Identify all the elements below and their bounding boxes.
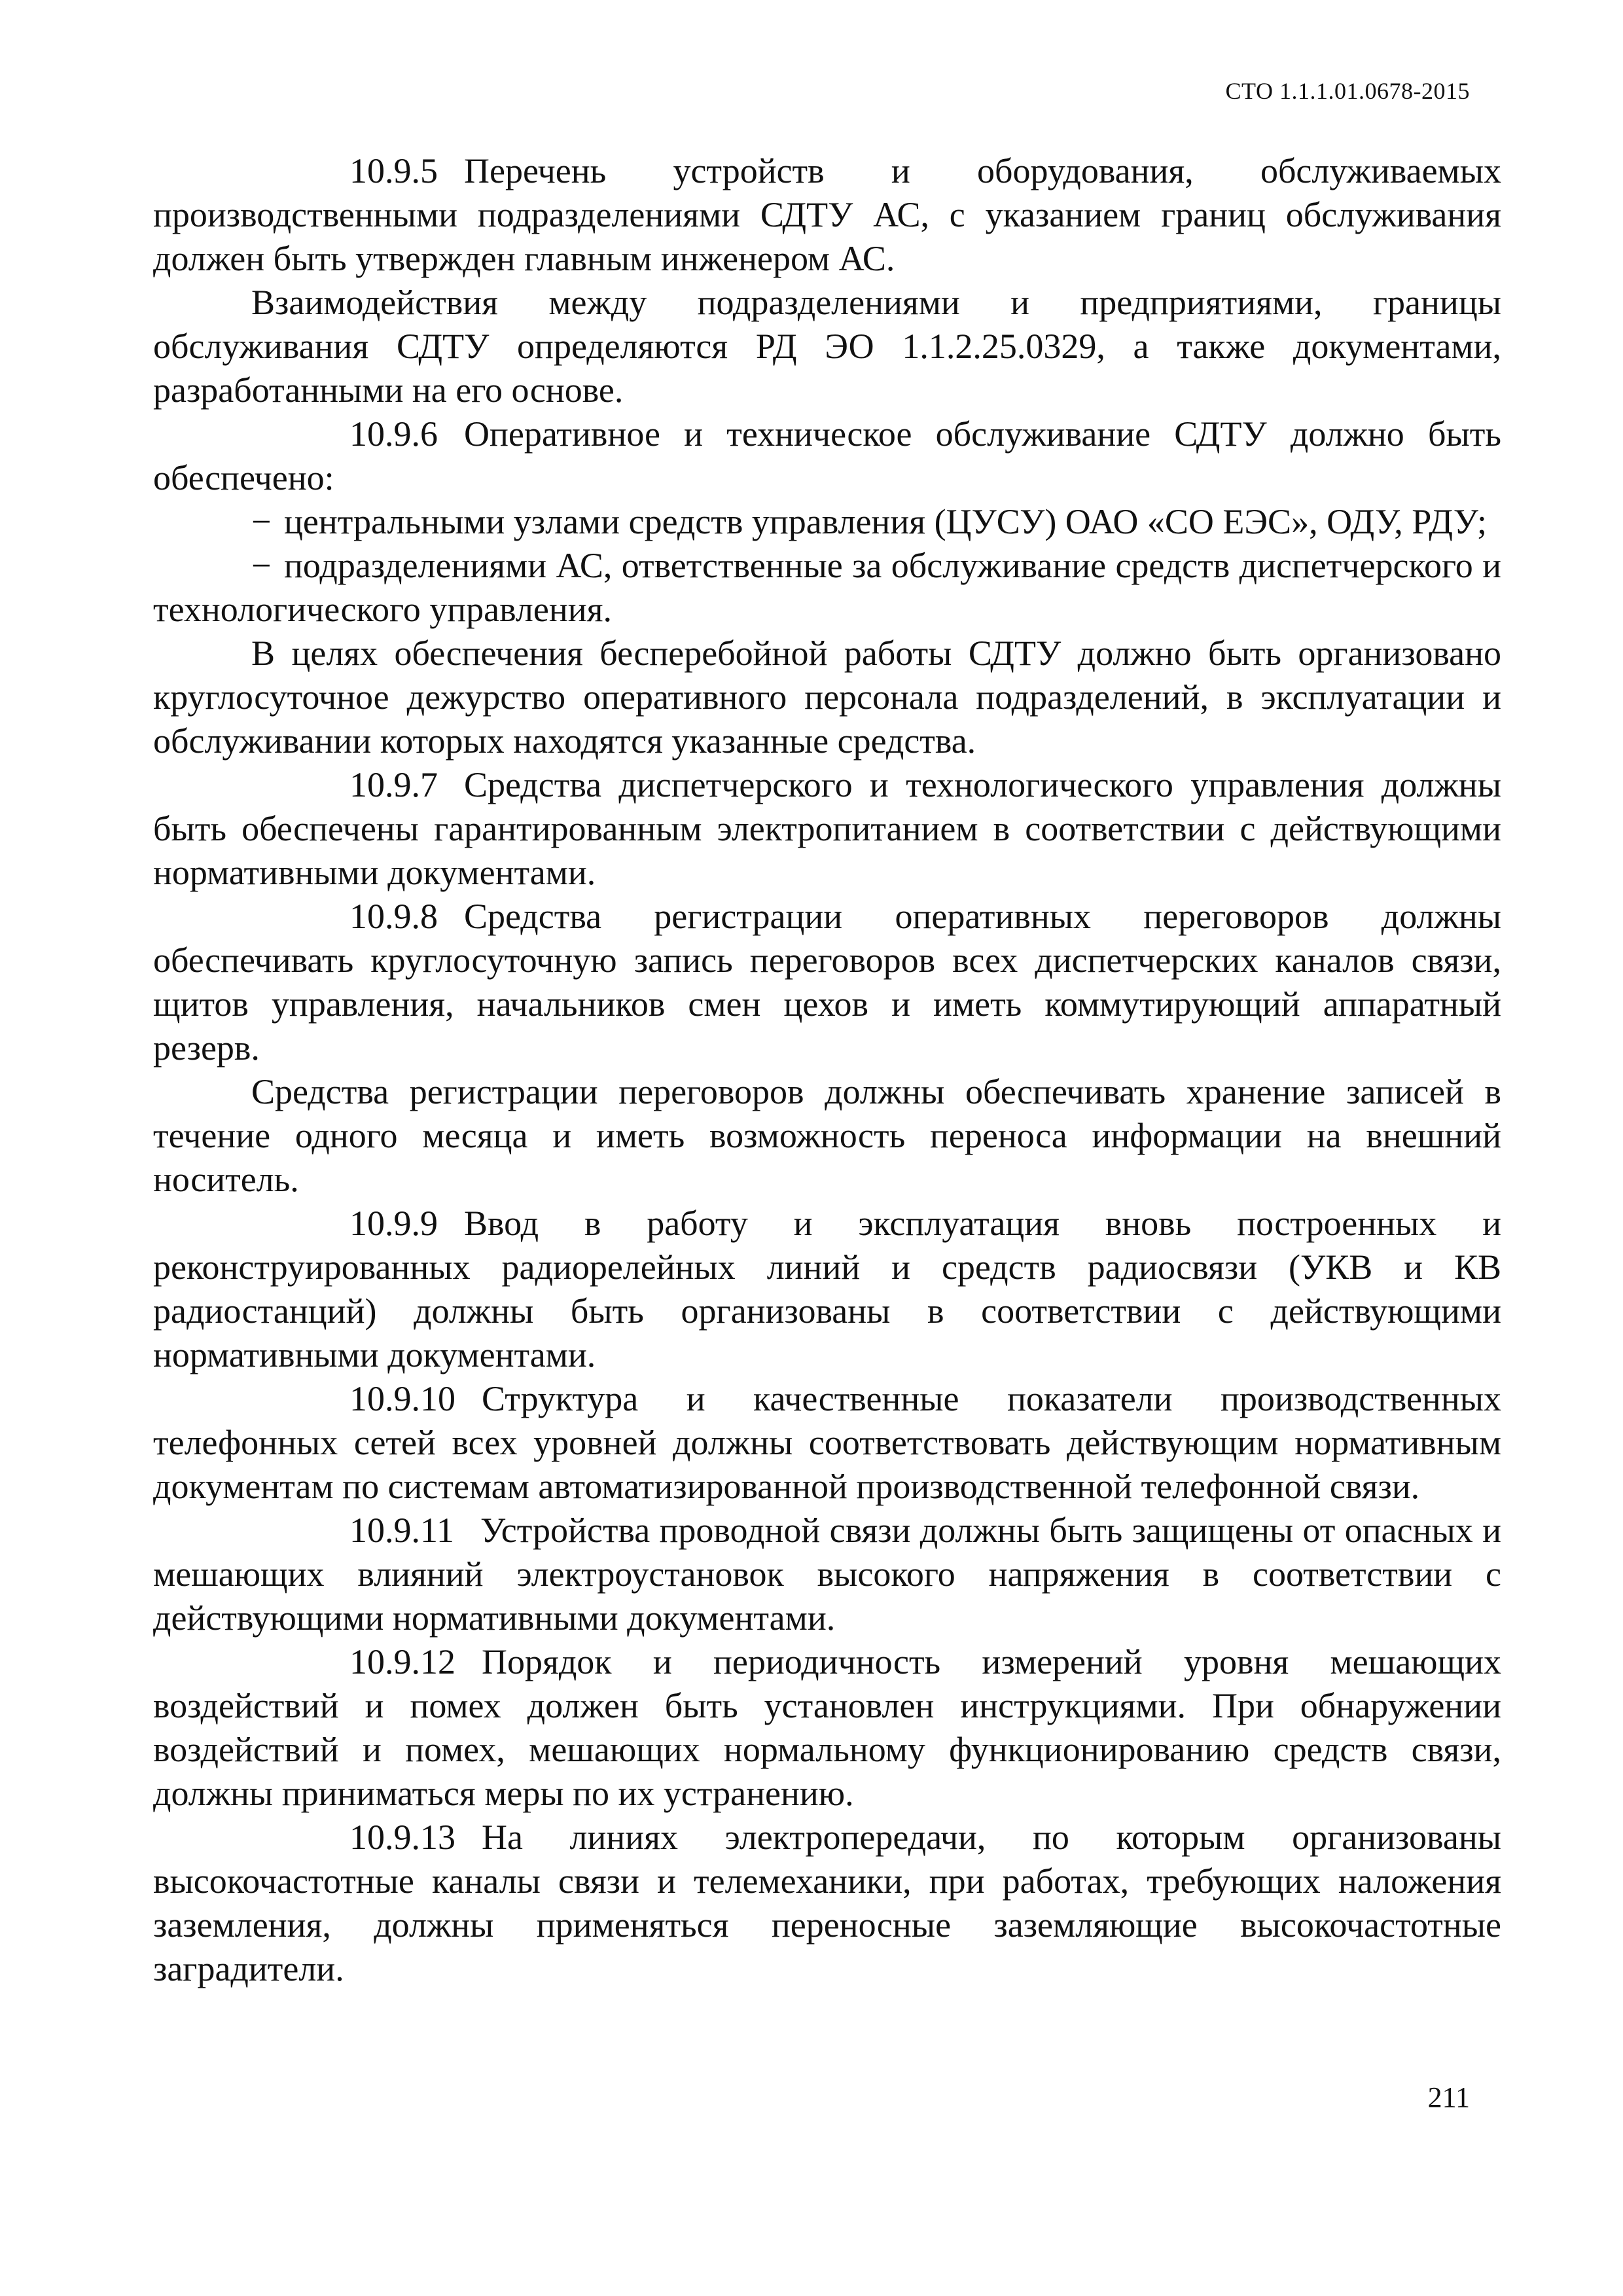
paragraph-interaction bbox=[153, 281, 1501, 412]
paragraph-text: На линиях электропередачи, по которым организованы высокочастотные каналы связи и телемеханики, при работах, требующих наложения заземления, должны применяться переносные заземляющие высокочастотные заградители. bbox=[153, 1818, 1501, 1988]
paragraph-text: Порядок и периодичность измерений уровня мешающих воздействий и помех должен быть установлен инструкциями. При обнаружении воздействий и помех, мешающих нормальному функционированию средств связи, должны приниматься меры по их устранению. bbox=[153, 1642, 1501, 1813]
paragraph-10-9-5 bbox=[153, 149, 1501, 281]
paragraph-10-9-9 bbox=[153, 1202, 1501, 1377]
paragraph-10-9-12 bbox=[153, 1640, 1501, 1816]
paragraph-10-9-7 bbox=[153, 763, 1501, 895]
page-number: 211 bbox=[1427, 2081, 1470, 2113]
paragraph-text: Ввод в работу и эксплуатация вновь построенных и реконструированных радиорелейных линий и средств радиосвязи (УКВ и КВ радиостанций) должны быть организованы в соответствии с действующими нормативными документами. bbox=[153, 1204, 1501, 1374]
paragraph-text: Взаимодействия между подразделениями и предприятиями, границы обслуживания СДТУ определяются РД ЭО 1.1.2.25.0329, а также документами, разработанными на его основе. bbox=[153, 283, 1501, 410]
clause-number: 10.9.11 bbox=[349, 1511, 454, 1550]
clause-number: 10.9.12 bbox=[349, 1642, 455, 1681]
paragraph-recording-storage bbox=[153, 1070, 1501, 1202]
dash-bullet: − bbox=[251, 502, 272, 541]
paragraph-text: В целях обеспечения бесперебойной работы СДТУ должно быть организовано круглосуточное дежурство оперативного персонала подразделений, в эксплуатации и обслуживании которых находятся указанные средства. bbox=[153, 634, 1501, 761]
dash-bullet: − bbox=[251, 546, 272, 585]
paragraph-text: Оперативное и техническое обслуживание СДТУ должно быть обеспечено: bbox=[153, 414, 1501, 497]
clause-number: 10.9.5 bbox=[349, 151, 438, 190]
clause-number: 10.9.7 bbox=[349, 765, 438, 804]
document-body bbox=[153, 149, 1501, 1991]
clause-number: 10.9.8 bbox=[349, 897, 438, 936]
list-item-tsusu bbox=[153, 500, 1501, 544]
paragraph-10-9-6 bbox=[153, 412, 1501, 500]
clause-number: 10.9.9 bbox=[349, 1204, 438, 1243]
list-item-text: подразделениями АС, ответственные за обслуживание средств диспетчерского и технологического управления. bbox=[153, 546, 1501, 629]
clause-number: 10.9.10 bbox=[349, 1379, 455, 1418]
paragraph-10-9-8 bbox=[153, 895, 1501, 1070]
clause-number: 10.9.13 bbox=[349, 1818, 455, 1857]
paragraph-text: Средства диспетчерского и технологического управления должны быть обеспечены гарантированным электропитанием в соответствии с действующими нормативными документами. bbox=[153, 765, 1501, 892]
list-item-text: центральными узлами средств управления (ЦУСУ) ОАО «СО ЕЭС», ОДУ, РДУ; bbox=[284, 502, 1487, 541]
list-item-divisions bbox=[153, 544, 1501, 632]
paragraph-text: Устройства проводной связи должны быть защищены от опасных и мешающих влияний электроустановок высокого напряжения в соответствии с действующими нормативными документами. bbox=[153, 1511, 1501, 1638]
paragraph-text: Средства регистрации переговоров должны обеспечивать хранение записей в течение одного месяца и иметь возможность переноса информации на внешний носитель. bbox=[153, 1072, 1501, 1199]
paragraph-text: Средства регистрации оперативных переговоров должны обеспечивать круглосуточную запись переговоров всех диспетчерских каналов связи, щитов управления, начальников смен цехов и иметь коммутирующий аппаратный резерв. bbox=[153, 897, 1501, 1067]
paragraph-duty bbox=[153, 632, 1501, 763]
clause-number: 10.9.6 bbox=[349, 414, 438, 454]
paragraph-10-9-13 bbox=[153, 1816, 1501, 1991]
paragraph-10-9-10 bbox=[153, 1377, 1501, 1509]
paragraph-text: Структура и качественные показатели производственных телефонных сетей всех уровней должны соответствовать действующим нормативным документам по системам автоматизированной производственной телефонной связи. bbox=[153, 1379, 1501, 1506]
paragraph-10-9-11 bbox=[153, 1509, 1501, 1640]
document-code: СТО 1.1.1.01.0678-2015 bbox=[1225, 78, 1470, 104]
paragraph-text: Перечень устройств и оборудования, обслуживаемых производственными подразделениями СДТУ АС, с указанием границ обслуживания должен быть утвержден главным инженером АС. bbox=[153, 151, 1501, 278]
